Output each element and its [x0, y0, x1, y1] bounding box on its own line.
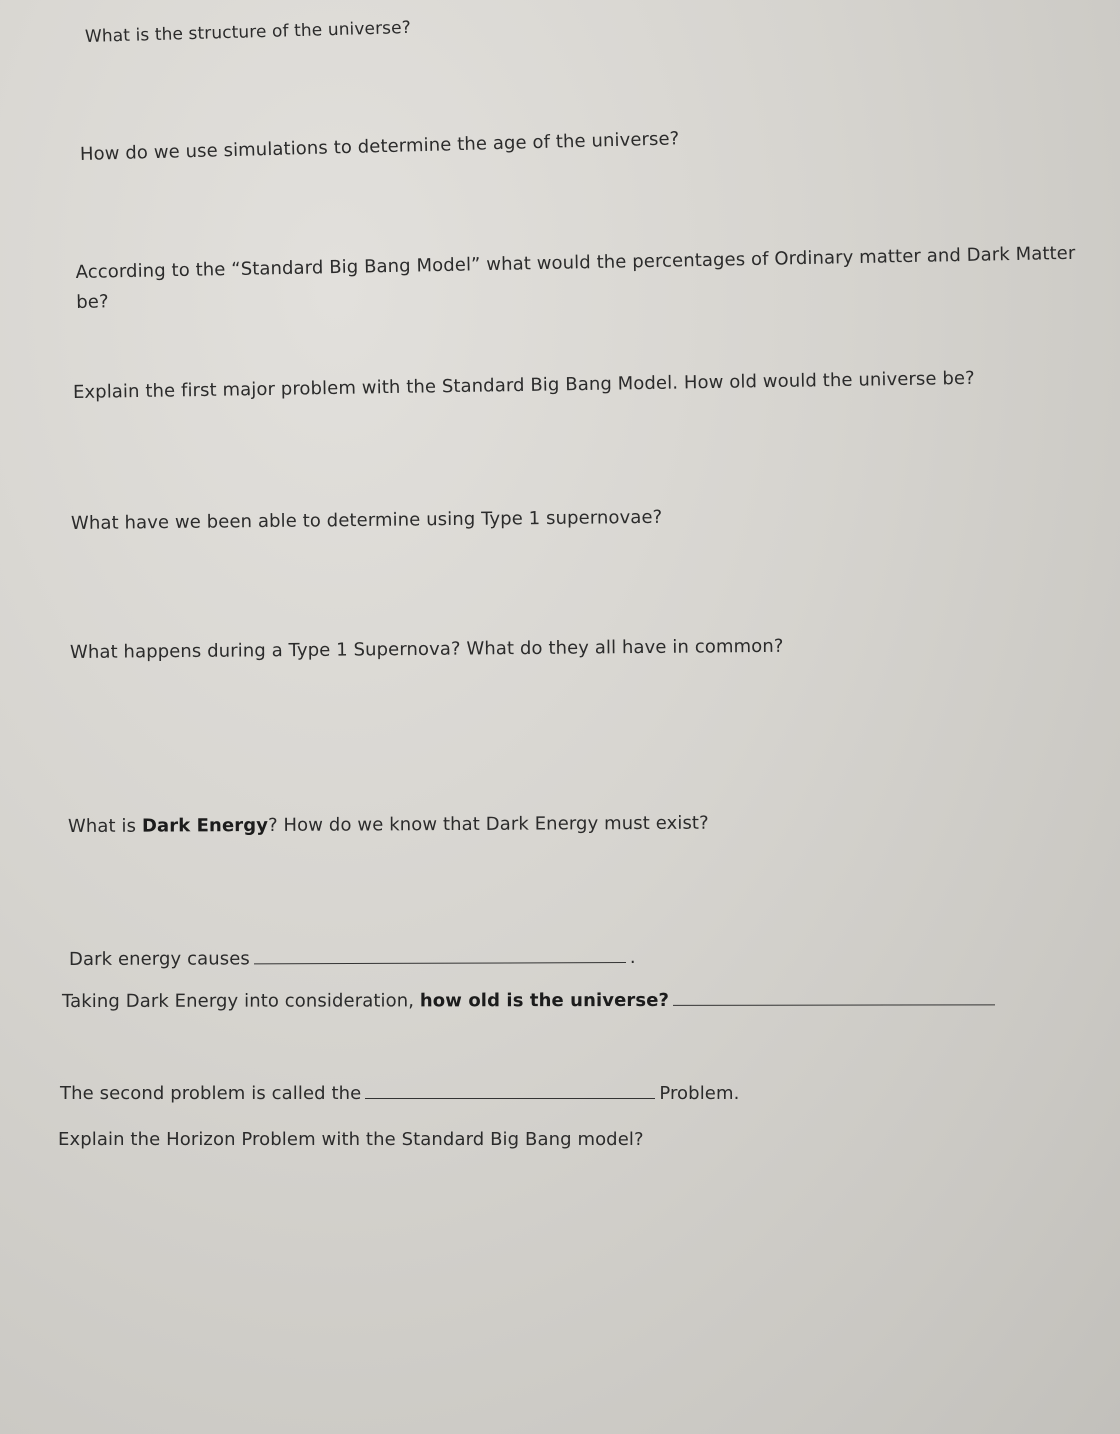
answer-blank[interactable] — [254, 944, 626, 964]
fill-in-universe-age — [62, 985, 999, 1017]
prompt-text: The second problem is called the — [60, 1083, 362, 1104]
question-text-pre: What is — [67, 815, 142, 837]
fill-in-second-problem — [60, 1079, 739, 1109]
question-dark-energy — [68, 809, 709, 842]
question-text-line-1: According to the “Standard Big Bang Model” what would the percentages of Ordinary matter and Dark Matter — [75, 242, 1076, 284]
question-type1-supernovae-determine — [71, 503, 663, 539]
question-text-post: ? How do we know that Dark Energy must exist? — [267, 812, 709, 836]
question-text-bold: Dark Energy — [141, 814, 269, 837]
question-text: How do we use simulations to determine the age of the universe? — [79, 128, 680, 165]
question-text: What is the structure of the universe? — [84, 17, 412, 47]
question-text: Explain the Horizon Problem with the Standard Big Bang model? — [58, 1129, 644, 1150]
question-standard-model-percentages — [75, 239, 1076, 318]
question-text-line-2: be? — [76, 291, 109, 313]
prompt-end: Problem. — [659, 1083, 740, 1104]
question-text: What have we been able to determine using Type 1 supernovae? — [70, 506, 663, 534]
answer-blank[interactable] — [365, 1080, 655, 1099]
question-text: What happens during a Type 1 Supernova? What do they all have in common? — [69, 635, 784, 663]
prompt-bold: how old is the universe? — [419, 989, 670, 1012]
prompt-end: . — [629, 947, 636, 969]
fill-in-dark-energy-causes — [69, 943, 636, 975]
answer-blank[interactable] — [673, 986, 995, 1006]
question-simulations-age — [80, 124, 680, 170]
question-first-major-problem — [73, 364, 975, 408]
question-structure-of-universe — [85, 13, 412, 52]
question-horizon-problem — [58, 1125, 644, 1155]
prompt-text: Taking Dark Energy into consideration, — [61, 990, 420, 1012]
question-text: Explain the first major problem with the Standard Big Bang Model. How old would the universe be? — [72, 367, 975, 403]
question-type1-supernova-happens — [70, 632, 784, 668]
prompt-text: Dark energy causes — [68, 948, 250, 970]
